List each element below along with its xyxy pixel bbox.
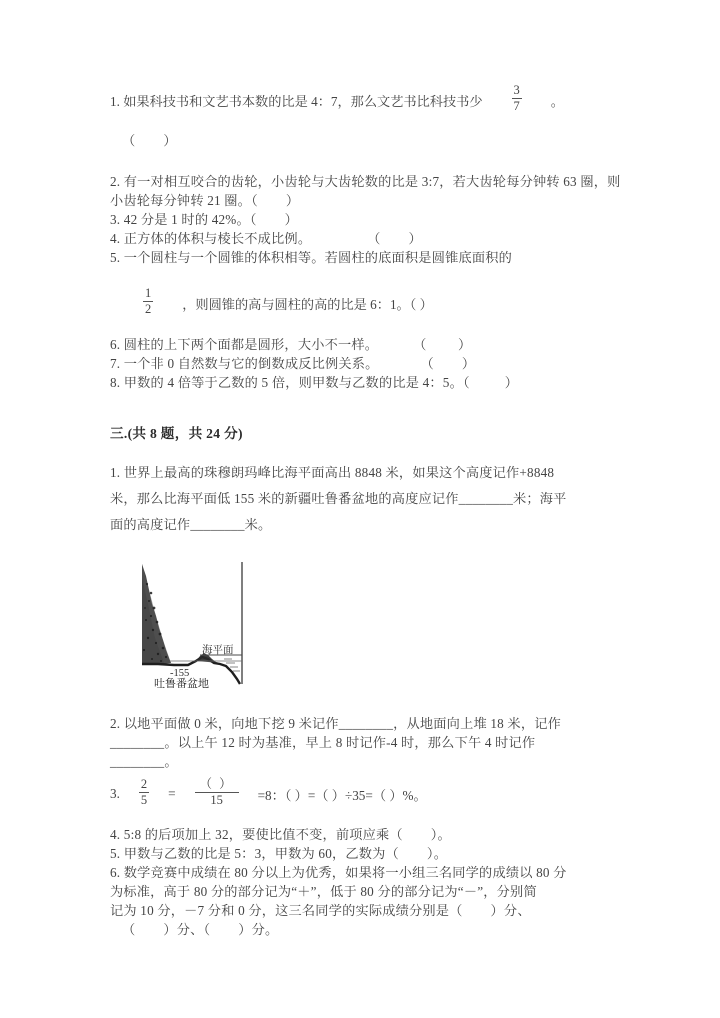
fraction-3-7	[512, 84, 522, 113]
basin-name-label: 吐鲁番盆地	[154, 677, 209, 688]
spacer	[110, 150, 622, 172]
question-3-2-line2: ________。以上午 12 时为基准，早上 8 时记作-4 时，那么下午 4 时记作	[110, 734, 536, 750]
question-3-1-line1: 1. 世界上最高的珠穆朗玛峰比海平面高出 8848 米，如果这个高度记作+8848	[110, 464, 555, 480]
turpan-basin-svg	[140, 560, 258, 688]
fraction-1-2	[143, 287, 153, 316]
fraction-denominator: 15	[210, 792, 223, 807]
fraction-denominator: 2	[145, 302, 152, 317]
question-3-2-line3: ________。	[110, 753, 178, 769]
spacer	[110, 115, 622, 131]
question-3-3	[110, 776, 622, 809]
spacer	[110, 267, 622, 289]
spacer	[110, 809, 622, 825]
question-j4: 4. 正方体的体积与棱长不成比例。 （ ）	[110, 231, 422, 247]
question-j3: 3. 42 分是 1 时的 42%。（ ）	[110, 212, 299, 228]
section-three-heading: 三.(共 8 题，共 24 分)	[110, 425, 243, 441]
fraction-2-5	[139, 778, 149, 807]
turpan-basin-figure	[140, 560, 258, 688]
question-3-3-index: 3.	[110, 786, 120, 802]
question-3-4: 4. 5:8 的后项加上 32，要使比值不变，前项应乘（ ）。	[110, 826, 451, 842]
question-j2: 2. 有一对相互咬合的齿轮，小齿轮与大齿轮数的比是 3:7，若大齿轮每分钟转 63 圈，则小齿轮每分钟转 21 圈。（ ）	[110, 174, 621, 209]
question-j1-answer-bracket[interactable]: （ ）	[122, 133, 177, 149]
depth-label: -155	[170, 667, 190, 679]
question-3-6-line2: 为标准，高于 80 分的部分记为“＋”，低于 80 分的部分记为“－”，分别简	[110, 883, 537, 899]
question-3-3-tail: =8：（ ）=（ ）÷35=（ ）%。	[257, 787, 427, 803]
page-content	[110, 83, 622, 939]
question-3-5: 5. 甲数与乙数的比是 5：3，甲数为 60，乙数为（ ）。	[110, 845, 448, 861]
fraction-blank-15[interactable]	[195, 778, 239, 807]
question-j1-text: 1. 如果科技书和文艺书本数的比是 4：7，那么文艺书比科技书少	[110, 94, 483, 110]
question-3-1-line3: 面的高度记作________米。	[110, 516, 272, 532]
fraction-numerator: 3	[513, 83, 520, 97]
sea-level-label: 海平面	[202, 644, 234, 656]
spacer	[110, 771, 622, 780]
fraction-numerator: 1	[145, 286, 152, 301]
question-j5-line2	[110, 286, 622, 318]
spacer	[110, 688, 622, 714]
question-j7: 7. 一个非 0 自然数与它的倒数成反比例关系。 （ ）	[110, 355, 476, 371]
question-3-2-line1: 2. 以地平面做 0 米，向地下挖 9 米记作________，从地面向上堆 18 米，记作	[110, 715, 561, 731]
fraction-denominator: 5	[140, 792, 148, 807]
spacer	[110, 319, 622, 335]
question-j5-line1: 5. 一个圆柱与一个圆锥的体积相等。若圆柱的底面积是圆锥底面积的	[110, 250, 513, 266]
question-j1	[110, 83, 622, 115]
question-j6: 6. 圆柱的上下两个面都是圆形，大小不一样。 （ ）	[110, 336, 472, 352]
question-j1-period: 。	[550, 94, 564, 110]
equals-sign-1: =	[168, 786, 176, 802]
fraction-numerator: 2	[140, 776, 148, 791]
spacer	[110, 442, 622, 460]
mountain-shape	[142, 564, 171, 664]
question-3-6-line4: （ ）分、（ ）分。	[122, 921, 279, 937]
question-j5-tail: ，则圆锥的高与圆柱的高的比是 6：1。（ ）	[182, 297, 433, 313]
question-3-6-line1: 6. 数学竞赛中成绩在 80 分以上为优秀，如果将一小组三名同学的成绩以 80 分	[110, 864, 567, 880]
fraction-denominator: 7	[513, 99, 520, 114]
question-3-1-line2: 米，那么比海平面低 155 米的新疆吐鲁番盆地的高度应记作________米；海平	[110, 490, 567, 506]
spacer	[110, 392, 622, 422]
question-3-6-line3: 记为 10 分，－7 分和 0 分，这三名同学的实际成绩分别是（ ）分、	[110, 902, 531, 918]
fraction-numerator-blank[interactable]: （ ）	[199, 776, 234, 791]
spacer	[110, 538, 622, 560]
question-j8: 8. 甲数的 4 倍等于乙数的 5 倍，则甲数与乙数的比是 4：5。（ ）	[110, 374, 519, 390]
